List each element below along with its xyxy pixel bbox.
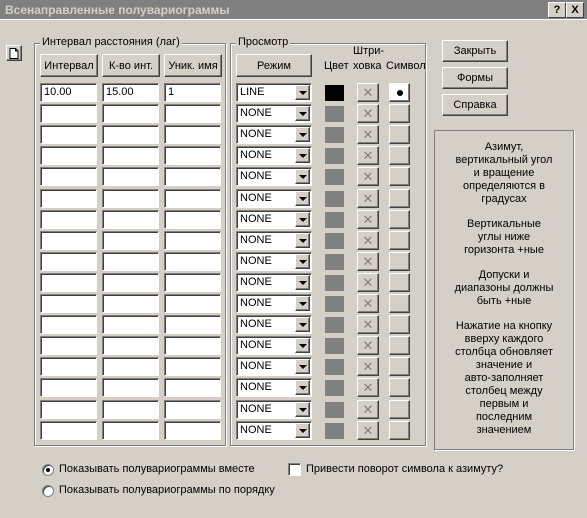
- mode-select-value: NONE: [240, 276, 272, 288]
- dropdown-arrow-glyph: [299, 112, 307, 116]
- show-together-radio[interactable]: [42, 464, 54, 476]
- align-rotation-checkbox[interactable]: [288, 463, 301, 476]
- mode-select[interactable]: [236, 400, 312, 419]
- hatch-button[interactable]: [357, 189, 379, 208]
- interval-field[interactable]: [40, 167, 97, 186]
- hatch-button[interactable]: [357, 252, 379, 271]
- note-column-buttons: Нажатие на кнопку вверху каждого столбца обновляет значение и авто-заполняет столбец между первым и последним значением: [455, 320, 553, 436]
- mode-select-value: NONE: [240, 403, 272, 415]
- unique-name-field[interactable]: [164, 104, 221, 123]
- dropdown-arrow-glyph: [299, 197, 307, 201]
- hatch-x-icon: ✕: [362, 126, 374, 142]
- symbol-button[interactable]: [389, 252, 410, 271]
- count-field[interactable]: [102, 189, 159, 208]
- unique-name-field[interactable]: [164, 167, 221, 186]
- unique-name-column-button[interactable]: Уник. имя: [164, 54, 222, 77]
- symbol-button[interactable]: [389, 294, 410, 313]
- chevron-down-icon[interactable]: [295, 254, 310, 269]
- chevron-down-icon[interactable]: [295, 191, 310, 206]
- interval-field[interactable]: [40, 210, 97, 229]
- unique-name-field[interactable]: [164, 378, 221, 397]
- unique-name-field[interactable]: [164, 400, 221, 419]
- dropdown-arrow-glyph: [299, 91, 307, 95]
- unique-name-field[interactable]: [164, 315, 221, 334]
- interval-field[interactable]: [40, 357, 97, 376]
- unique-name-field[interactable]: [164, 125, 221, 144]
- symbol-button[interactable]: [389, 104, 410, 123]
- color-swatch[interactable]: [325, 85, 344, 101]
- dropdown-arrow-glyph: [299, 408, 307, 412]
- chevron-down-icon[interactable]: [295, 359, 310, 374]
- interval-field[interactable]: [40, 315, 97, 334]
- dropdown-arrow-glyph: [299, 302, 307, 306]
- symbol-button[interactable]: [389, 400, 410, 419]
- hatch-button[interactable]: [357, 125, 379, 144]
- color-swatch[interactable]: [325, 359, 344, 375]
- chevron-down-icon[interactable]: [295, 338, 310, 353]
- mode-column-button[interactable]: Режим: [236, 54, 312, 77]
- new-page-button[interactable]: [6, 45, 22, 61]
- color-swatch[interactable]: [325, 296, 344, 312]
- color-swatch[interactable]: [325, 317, 344, 333]
- color-swatch[interactable]: [325, 423, 344, 439]
- mode-select[interactable]: [236, 421, 312, 440]
- count-column-button[interactable]: К-во инт.: [102, 54, 160, 77]
- unique-name-field[interactable]: 1: [164, 83, 221, 102]
- interval-field[interactable]: [40, 336, 97, 355]
- color-swatch[interactable]: [325, 169, 344, 185]
- dropdown-arrow-glyph: [299, 429, 307, 433]
- unique-name-field[interactable]: [164, 231, 221, 250]
- color-swatch[interactable]: [325, 254, 344, 270]
- unique-name-field[interactable]: [164, 252, 221, 271]
- window-title: Всенаправленные полувариограммы: [5, 3, 230, 17]
- symbol-dot-icon: [397, 90, 403, 96]
- hatch-x-icon: ✕: [362, 84, 374, 100]
- help-title-button[interactable]: ?: [548, 2, 566, 18]
- chevron-down-icon[interactable]: [295, 212, 310, 227]
- hatch-button[interactable]: [357, 146, 379, 165]
- chevron-down-icon[interactable]: [295, 402, 310, 417]
- hatch-x-icon: ✕: [362, 337, 374, 353]
- hatch-button[interactable]: [357, 357, 379, 376]
- chevron-down-icon[interactable]: [295, 296, 310, 311]
- mode-select[interactable]: [236, 252, 312, 271]
- mode-select-value: LINE: [240, 86, 265, 98]
- count-field[interactable]: [102, 104, 159, 123]
- symbol-button[interactable]: [389, 125, 410, 144]
- mode-select-value: NONE: [240, 424, 272, 436]
- chevron-down-icon[interactable]: [295, 423, 310, 438]
- mode-select-value: NONE: [240, 213, 272, 225]
- hatch-button[interactable]: [357, 83, 379, 102]
- hatch-x-icon: ✕: [362, 379, 374, 395]
- symbol-button[interactable]: [389, 336, 410, 355]
- hatch-button[interactable]: [357, 336, 379, 355]
- symbol-button[interactable]: [389, 210, 410, 229]
- color-swatch[interactable]: [325, 338, 344, 354]
- show-in-order-label: Показывать полувариограммы по порядку: [59, 484, 275, 496]
- interval-field[interactable]: [40, 294, 97, 313]
- count-field[interactable]: [102, 336, 159, 355]
- interval-column-button[interactable]: Интервал: [40, 54, 98, 77]
- unique-name-field[interactable]: [164, 210, 221, 229]
- count-field[interactable]: [102, 421, 159, 440]
- count-field[interactable]: [102, 294, 159, 313]
- unique-name-field[interactable]: [164, 336, 221, 355]
- mode-select[interactable]: [236, 231, 312, 250]
- hatch-x-icon: ✕: [362, 358, 374, 374]
- align-rotation-label: Привести поворот символа к азимуту?: [306, 463, 504, 475]
- mode-select[interactable]: [236, 378, 312, 397]
- interval-field[interactable]: [40, 104, 97, 123]
- mode-select-value: NONE: [240, 318, 272, 330]
- color-column-label: Цвет: [324, 60, 349, 72]
- mode-select[interactable]: [236, 189, 312, 208]
- unique-name-field[interactable]: [164, 189, 221, 208]
- notes-panel: [434, 130, 574, 450]
- mode-select-value: NONE: [240, 339, 272, 351]
- count-field[interactable]: 15.00: [102, 83, 159, 102]
- count-field[interactable]: [102, 231, 159, 250]
- hatch-x-icon: ✕: [362, 253, 374, 269]
- unique-name-field[interactable]: [164, 294, 221, 313]
- hatch-button[interactable]: [357, 378, 379, 397]
- dropdown-arrow-glyph: [299, 281, 307, 285]
- count-field[interactable]: [102, 252, 159, 271]
- symbol-button[interactable]: [389, 378, 410, 397]
- radio-selected-dot: [46, 468, 50, 472]
- hatch-button[interactable]: [357, 294, 379, 313]
- mode-select[interactable]: [236, 294, 312, 313]
- mode-select-value: NONE: [240, 234, 272, 246]
- interval-field[interactable]: [40, 125, 97, 144]
- hatch-x-icon: ✕: [362, 401, 374, 417]
- chevron-down-icon[interactable]: [295, 233, 310, 248]
- unique-name-field[interactable]: [164, 421, 221, 440]
- color-swatch[interactable]: [325, 233, 344, 249]
- forms-button[interactable]: Формы: [442, 67, 508, 89]
- symbol-button[interactable]: [389, 231, 410, 250]
- help-button[interactable]: Справка: [442, 94, 508, 116]
- mode-select[interactable]: [236, 146, 312, 165]
- note-tolerances: Допуски и диапазоны должны быть +ные: [454, 269, 554, 307]
- mode-select-value: NONE: [240, 170, 272, 182]
- interval-field[interactable]: [40, 231, 97, 250]
- color-swatch[interactable]: [325, 127, 344, 143]
- dropdown-arrow-glyph: [299, 218, 307, 222]
- symbol-button[interactable]: [389, 273, 410, 292]
- hatch-x-icon: ✕: [362, 168, 374, 184]
- mode-select-value: NONE: [240, 149, 272, 161]
- dropdown-arrow-glyph: [299, 239, 307, 243]
- count-field[interactable]: [102, 146, 159, 165]
- chevron-down-icon[interactable]: [295, 148, 310, 163]
- mode-select[interactable]: [236, 357, 312, 376]
- count-field[interactable]: [102, 210, 159, 229]
- dropdown-arrow-glyph: [299, 386, 307, 390]
- chevron-down-icon[interactable]: [295, 275, 310, 290]
- hatch-button[interactable]: [357, 167, 379, 186]
- dropdown-arrow-glyph: [299, 154, 307, 158]
- symbol-button[interactable]: [389, 357, 410, 376]
- mode-select-value: NONE: [240, 381, 272, 393]
- symbol-button[interactable]: [389, 146, 410, 165]
- close-title-button[interactable]: X: [566, 2, 584, 18]
- hatch-x-icon: ✕: [362, 422, 374, 438]
- color-swatch[interactable]: [325, 402, 344, 418]
- symbol-button[interactable]: [389, 315, 410, 334]
- interval-field[interactable]: [40, 421, 97, 440]
- dropdown-arrow-glyph: [299, 175, 307, 179]
- unique-name-field[interactable]: [164, 273, 221, 292]
- mode-select[interactable]: [236, 210, 312, 229]
- color-swatch[interactable]: [325, 212, 344, 228]
- mode-select-value: NONE: [240, 360, 272, 372]
- hatch-x-icon: ✕: [362, 232, 374, 248]
- hatch-button[interactable]: [357, 273, 379, 292]
- hatch-x-icon: ✕: [362, 316, 374, 332]
- hatch-x-icon: ✕: [362, 147, 374, 163]
- interval-field[interactable]: [40, 189, 97, 208]
- lag-group-label: Интервал расстояния (лаг): [42, 36, 180, 48]
- chevron-down-icon[interactable]: [295, 317, 310, 332]
- interval-field[interactable]: [40, 273, 97, 292]
- interval-field[interactable]: [40, 252, 97, 271]
- interval-field[interactable]: [40, 146, 97, 165]
- unique-name-field[interactable]: [164, 357, 221, 376]
- symbol-column-label: Символ: [386, 60, 426, 72]
- count-field[interactable]: [102, 378, 159, 397]
- mode-select-value: NONE: [240, 107, 272, 119]
- mode-select[interactable]: [236, 315, 312, 334]
- symbol-button[interactable]: [389, 167, 410, 186]
- chevron-down-icon[interactable]: [295, 127, 310, 142]
- show-together-label: Показывать полувариограммы вместе: [59, 463, 255, 475]
- symbol-button[interactable]: [389, 83, 410, 102]
- hatch-column-label-2: ховка: [353, 60, 382, 72]
- symbol-button[interactable]: [389, 189, 410, 208]
- dropdown-arrow-glyph: [299, 323, 307, 327]
- hatch-button[interactable]: [357, 104, 379, 123]
- mode-select-value: NONE: [240, 297, 272, 309]
- chevron-down-icon[interactable]: [295, 380, 310, 395]
- chevron-down-icon[interactable]: [295, 169, 310, 184]
- color-swatch[interactable]: [325, 191, 344, 207]
- hatch-button[interactable]: [357, 315, 379, 334]
- count-field[interactable]: [102, 125, 159, 144]
- hatch-button[interactable]: [357, 231, 379, 250]
- count-field[interactable]: [102, 273, 159, 292]
- symbol-button[interactable]: [389, 421, 410, 440]
- color-swatch[interactable]: [325, 148, 344, 164]
- count-field[interactable]: [102, 400, 159, 419]
- mode-select-value: NONE: [240, 255, 272, 267]
- count-field[interactable]: [102, 357, 159, 376]
- hatch-button[interactable]: [357, 210, 379, 229]
- interval-field[interactable]: 10.00: [40, 83, 97, 102]
- unique-name-field[interactable]: [164, 146, 221, 165]
- mode-select[interactable]: [236, 273, 312, 292]
- hatch-x-icon: ✕: [362, 211, 374, 227]
- chevron-down-icon[interactable]: [295, 85, 310, 100]
- color-swatch[interactable]: [325, 275, 344, 291]
- dropdown-arrow-glyph: [299, 133, 307, 137]
- page-icon: [9, 48, 19, 59]
- count-field[interactable]: [102, 167, 159, 186]
- show-in-order-radio[interactable]: [42, 485, 54, 497]
- mode-select[interactable]: [236, 167, 312, 186]
- hatch-x-icon: ✕: [362, 274, 374, 290]
- hatch-x-icon: ✕: [362, 105, 374, 121]
- hatch-button[interactable]: [357, 421, 379, 440]
- dropdown-arrow-glyph: [299, 260, 307, 264]
- mode-select-value: NONE: [240, 192, 272, 204]
- mode-select[interactable]: [236, 104, 312, 123]
- mode-select[interactable]: [236, 336, 312, 355]
- hatch-x-icon: ✕: [362, 190, 374, 206]
- dropdown-arrow-glyph: [299, 365, 307, 369]
- interval-field[interactable]: [40, 378, 97, 397]
- mode-select[interactable]: [236, 83, 312, 102]
- close-button[interactable]: Закрыть: [442, 40, 508, 62]
- interval-field[interactable]: [40, 400, 97, 419]
- dropdown-arrow-glyph: [299, 344, 307, 348]
- note-vertical-angles: Вертикальные углы ниже горизонта +ные: [464, 218, 544, 256]
- note-degrees: Азимут, вертикальный угол и вращение определяются в градусах: [455, 141, 553, 205]
- hatch-column-label-1: Штри-: [353, 45, 385, 57]
- mode-select-value: NONE: [240, 128, 272, 140]
- hatch-x-icon: ✕: [362, 295, 374, 311]
- hatch-button[interactable]: [357, 400, 379, 419]
- color-swatch[interactable]: [325, 106, 344, 122]
- title-bar: [0, 0, 587, 20]
- color-swatch[interactable]: [325, 380, 344, 396]
- view-group-label: Просмотр: [238, 36, 289, 48]
- mode-select[interactable]: [236, 125, 312, 144]
- count-field[interactable]: [102, 315, 159, 334]
- chevron-down-icon[interactable]: [295, 106, 310, 121]
